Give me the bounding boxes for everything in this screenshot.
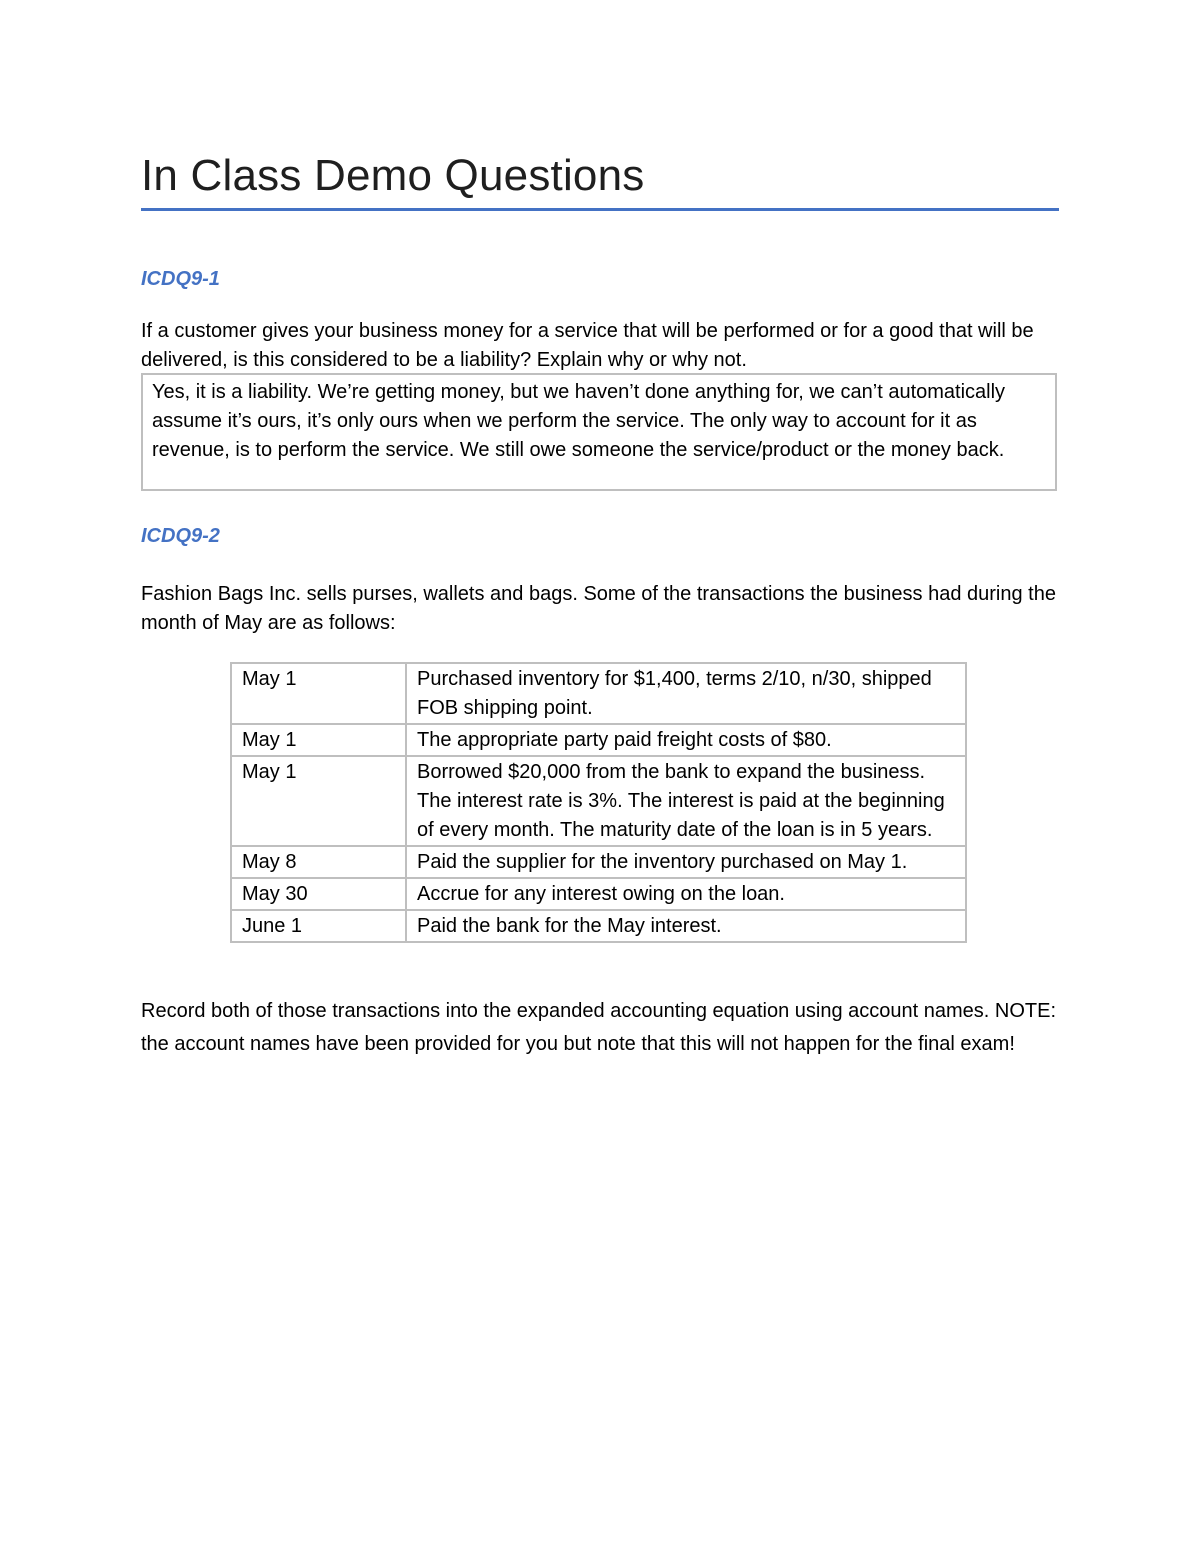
transactions-table: [230, 662, 967, 943]
transaction-date: May 1: [231, 663, 406, 724]
question-1-answer-box: Yes, it is a liability. We’re getting money, but we haven’t done anything for, we can’t automatically assume it’s ours, it’s only ours when we perform the service. The only way to account for it as revenue, is to perform the service. We still owe someone the service/product or the money back.: [141, 373, 1057, 491]
table-row: [231, 663, 966, 724]
transaction-date: May 1: [231, 756, 406, 846]
question-1-label: ICDQ9-1: [141, 268, 220, 290]
question-2-intro: Fashion Bags Inc. sells purses, wallets and bags. Some of the transactions the business had during the month of May are as follows:: [141, 583, 1056, 634]
transaction-description: Paid the bank for the May interest.: [406, 910, 966, 942]
transaction-description: Accrue for any interest owing on the loan.: [406, 878, 966, 910]
transaction-date: May 1: [231, 724, 406, 756]
title-underline: [141, 208, 1059, 211]
table-row: [231, 846, 966, 878]
table-row: [231, 756, 966, 846]
table-row: [231, 878, 966, 910]
transaction-description: Paid the supplier for the inventory purchased on May 1.: [406, 846, 966, 878]
table-row: [231, 910, 966, 942]
transaction-date: June 1: [231, 910, 406, 942]
question-2-label: ICDQ9-2: [141, 525, 220, 547]
transaction-date: May 30: [231, 878, 406, 910]
question-2-instruction: Record both of those transactions into the expanded accounting equation using account names. NOTE: the account names have been provided for you but note that this will not happen for the final exam!: [141, 1000, 1057, 1055]
question-1-text: If a customer gives your business money for a service that will be performed or for a good that will be delivered, is this considered to be a liability? Explain why or why not.: [141, 320, 1034, 371]
document-title: In Class Demo Questions: [141, 151, 645, 200]
transaction-description: The appropriate party paid freight costs of $80.: [406, 724, 966, 756]
transaction-description: Borrowed $20,000 from the bank to expand the business. The interest rate is 3%. The interest is paid at the beginning of every month. The maturity date of the loan is in 5 years.: [406, 756, 966, 846]
table-row: [231, 724, 966, 756]
transaction-description: Purchased inventory for $1,400, terms 2/10, n/30, shipped FOB shipping point.: [406, 663, 966, 724]
transaction-date: May 8: [231, 846, 406, 878]
